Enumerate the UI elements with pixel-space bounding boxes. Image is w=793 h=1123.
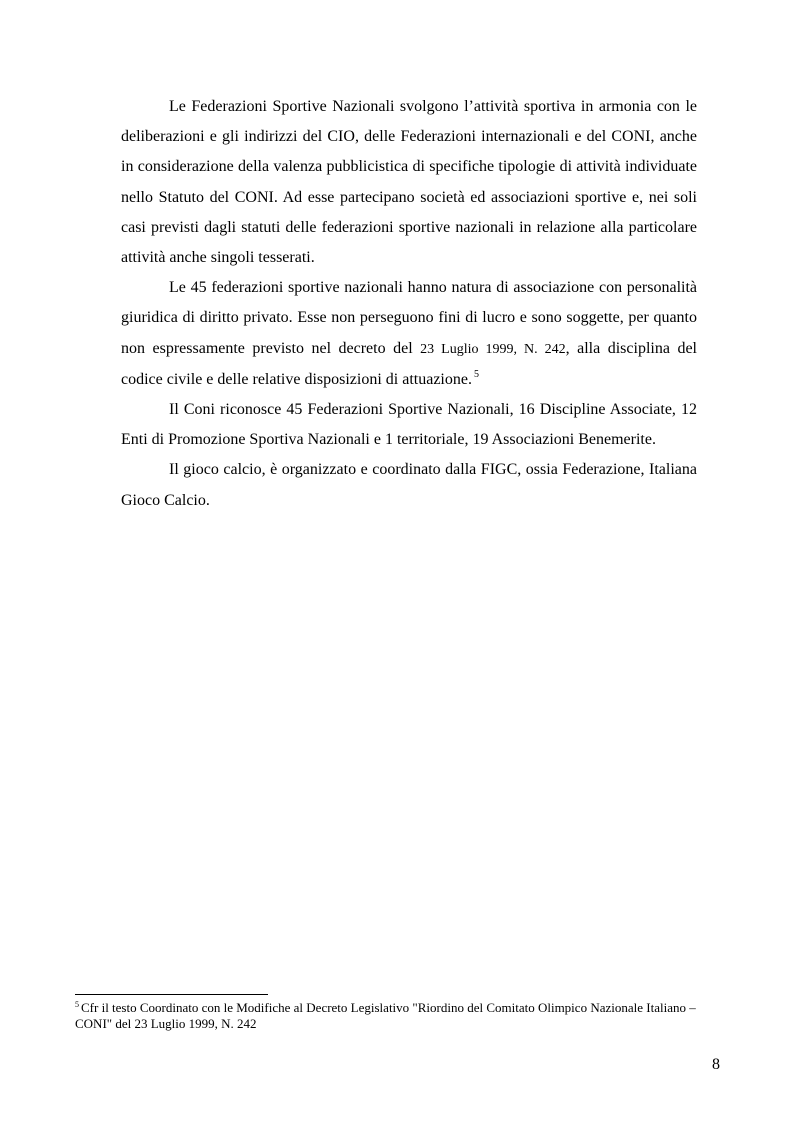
decree-date-inline: 23 Luglio 1999, N. 242 (420, 341, 566, 357)
paragraph-natura-giuridica (121, 273, 697, 395)
paragraph-text-after: , alla disciplina del codice civile e delle relative disposizioni di attuazione. (121, 339, 697, 388)
body-text (121, 92, 697, 516)
paragraph-gioco-calcio: Il gioco calcio, è organizzato e coordinato dalla FIGC, ossia Federazione, Italiana Gioco Calcio. (121, 461, 697, 509)
page-number: 8 (712, 1056, 720, 1073)
footnote (75, 1000, 720, 1032)
footnote-separator (75, 994, 268, 995)
paragraph-text-before: Le 45 federazioni sportive nazionali hanno natura di associazione con personalità giuridica di diritto privato. Esse non perseguono fini di lucro e sono soggette, per quanto non espressamente previsto nel decreto del (121, 279, 697, 357)
paragraph-federazioni-attivita: Le Federazioni Sportive Nazionali svolgono l’attività sportiva in armonia con le deliberazioni e gli indirizzi del CIO, delle Federazioni internazionali e del CONI, anche in considerazione della valenza pubblicistica di specifiche tipologie di attività individuate nello Statuto del CONI. Ad esse partecipano società ed associazioni sportive e, nei soli casi previsti dagli statuti delle federazioni sportive nazionali in relazione alla particolare attività anche singoli tesserati. (121, 98, 697, 267)
footnote-reference[interactable]: 5 (473, 368, 479, 380)
paragraph-coni-riconosce: Il Coni riconosce 45 Federazioni Sportive Nazionali, 16 Discipline Associate, 12 Enti di Promozione Sportiva Nazionali e 1 territoriale, 19 Associazioni Benemerite. (121, 401, 697, 449)
footnote-text: Cfr il testo Coordinato con le Modifiche al Decreto Legislativo "Riordino del Comitato Olimpico Nazionale Italiano – CONI" del 23 Luglio 1999, N. 242 (75, 1000, 696, 1031)
footnote-number: 5 (75, 1000, 79, 1009)
